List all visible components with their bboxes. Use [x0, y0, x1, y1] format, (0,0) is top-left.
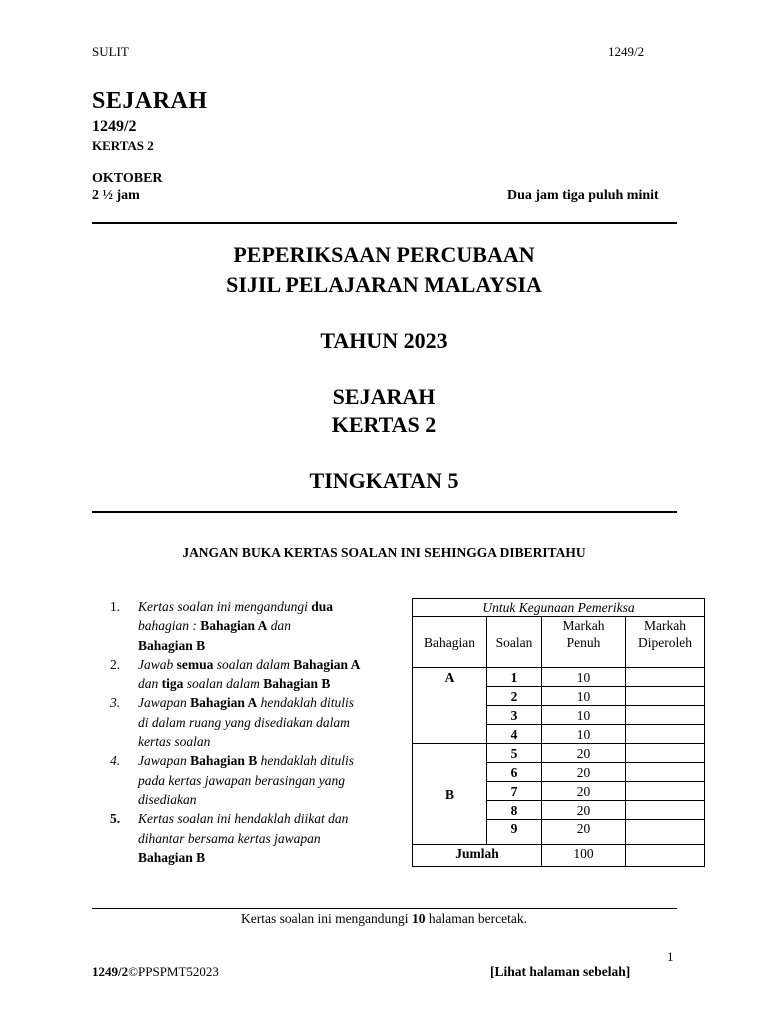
instruction-number: 3. [110, 695, 121, 711]
table-row [413, 744, 705, 763]
markah-diperoleh-input[interactable] [626, 706, 705, 725]
subject-month: OKTOBER [92, 171, 163, 186]
section-b-cell: B [413, 744, 487, 845]
subject-duration: 2 ½ jam [92, 188, 140, 203]
markah-penuh-cell: 10 [542, 668, 626, 687]
section-a-cell: A [413, 668, 487, 744]
header-soalan: Soalan [487, 617, 542, 668]
markah-penuh-cell: 10 [542, 725, 626, 744]
markah-diperoleh-input[interactable] [626, 782, 705, 801]
soalan-cell: 7 [487, 782, 542, 801]
instruction-emphasis: Bahagian A [190, 695, 258, 711]
jumlah-label: Jumlah [413, 845, 542, 867]
instruction-text: bahagian : [138, 618, 201, 634]
warning-text: JANGAN BUKA KERTAS SOALAN INI SEHINGGA DIBERITAHU [182, 545, 586, 560]
markah-diperoleh-input[interactable] [626, 801, 705, 820]
markah-penuh-cell: 20 [542, 763, 626, 782]
exam-paper: KERTAS 2 [331, 412, 437, 437]
instruction-text: soalan dalam [213, 656, 294, 672]
header-markah-penuh [542, 617, 626, 668]
page-count-note [0, 911, 768, 927]
table-title: Untuk Kegunaan Pemeriksa [413, 599, 705, 617]
markah-diperoleh-input[interactable] [626, 820, 705, 845]
subject-code: 1249/2 [92, 118, 137, 135]
instruction-text: disediakan [138, 791, 197, 807]
instruction-emphasis: tiga [161, 676, 184, 692]
soalan-cell: 4 [487, 725, 542, 744]
instruction-number: 4. [110, 753, 121, 769]
instruction-emphasis: Bahagian A [200, 618, 268, 634]
exam-year: TAHUN 2023 [320, 328, 448, 353]
instruction-text: kertas soalan [138, 734, 211, 750]
header-code: 1249/2 [608, 44, 645, 59]
table-row [413, 668, 705, 687]
instructions-list [110, 597, 400, 867]
instruction-emphasis: semua [176, 656, 214, 672]
instruction-text: Kertas soalan ini mengandungi [138, 599, 312, 614]
instruction-text: hendaklah ditulis [257, 695, 355, 711]
header-markah-penuh-line2: Penuh [566, 635, 601, 650]
page-count-text-end: halaman bercetak. [425, 911, 528, 926]
instruction-item-3 [110, 693, 400, 751]
instruction-number: 1. [110, 599, 121, 614]
markah-diperoleh-input[interactable] [626, 668, 705, 687]
divider-top [92, 222, 677, 224]
instruction-item-2 [110, 655, 400, 694]
instruction-emphasis: Bahagian B [138, 849, 206, 865]
header-sulit: SULIT [92, 44, 129, 59]
instruction-text: Jawapan [138, 695, 191, 711]
instruction-emphasis: dua [311, 599, 334, 614]
instruction-text: Jawapan [138, 753, 191, 769]
soalan-cell: 6 [487, 763, 542, 782]
soalan-cell: 3 [487, 706, 542, 725]
page-count-number: 10 [411, 911, 426, 926]
instruction-item-5 [110, 809, 400, 867]
instruction-text: dan [267, 618, 292, 634]
page-count-text: Kertas soalan ini mengandungi [240, 911, 412, 926]
instruction-emphasis: Bahagian B [138, 637, 206, 653]
examiner-marks-table [412, 598, 705, 867]
header-markah-diperoleh-line1: Markah [644, 618, 686, 633]
subject-title: SEJARAH [92, 88, 208, 114]
header-markah-diperoleh [626, 617, 705, 668]
footer-code [92, 964, 219, 980]
next-page-note: [Lihat halaman sebelah] [490, 964, 631, 979]
soalan-cell: 8 [487, 801, 542, 820]
footer-code-rest: ©PPSPMT52023 [128, 964, 219, 979]
header-bahagian: Bahagian [413, 617, 487, 668]
exam-title-line1: PEPERIKSAAN PERCUBAAN [233, 242, 535, 267]
subject-paper: KERTAS 2 [92, 138, 154, 153]
soalan-cell: 2 [487, 687, 542, 706]
markah-penuh-cell: 10 [542, 706, 626, 725]
markah-diperoleh-input[interactable] [626, 763, 705, 782]
markah-penuh-cell: 20 [542, 744, 626, 763]
markah-penuh-cell: 20 [542, 820, 626, 845]
page-number: 1 [667, 949, 674, 964]
markah-penuh-cell: 20 [542, 801, 626, 820]
jumlah-diperoleh-input[interactable] [626, 845, 705, 867]
footer-code-bold: 1249/2 [92, 964, 129, 979]
divider-bottom [92, 908, 677, 909]
instruction-text: soalan dalam [183, 676, 264, 692]
exam-title-line2: SIJIL PELAJARAN MALAYSIA [226, 272, 542, 297]
instruction-text: pada kertas jawapan berasingan yang [138, 772, 345, 788]
exam-form: TINGKATAN 5 [309, 468, 459, 493]
instruction-emphasis: Bahagian A [293, 656, 361, 672]
header-markah-diperoleh-line2: Diperoleh [638, 635, 692, 650]
markah-diperoleh-input[interactable] [626, 744, 705, 763]
table-total-row [413, 845, 705, 867]
instruction-item-1 [110, 597, 400, 655]
instruction-item-4 [110, 751, 400, 809]
instruction-text: dihantar bersama kertas jawapan [138, 830, 321, 846]
divider-middle [92, 511, 677, 513]
instruction-emphasis: Bahagian B [190, 753, 258, 769]
instruction-text: Kertas soalan ini hendaklah diikat dan [138, 811, 349, 827]
instruction-text: Jawab [138, 656, 177, 672]
subject-duration-words: Dua jam tiga puluh minit [507, 188, 659, 203]
instruction-emphasis: Bahagian B [263, 676, 331, 692]
instruction-text: hendaklah ditulis [257, 753, 355, 769]
soalan-cell: 1 [487, 668, 542, 687]
exam-subject: SEJARAH [332, 384, 436, 409]
header-markah-penuh-line1: Markah [562, 618, 605, 633]
instruction-number: 2. [110, 656, 121, 672]
markah-penuh-cell: 10 [542, 687, 626, 706]
instruction-text: dan [138, 676, 162, 692]
soalan-cell: 9 [487, 820, 542, 845]
instruction-text: di dalam ruang yang disediakan dalam [138, 714, 350, 730]
markah-diperoleh-input[interactable] [626, 687, 705, 706]
soalan-cell: 5 [487, 744, 542, 763]
jumlah-value: 100 [542, 845, 626, 867]
markah-diperoleh-input[interactable] [626, 725, 705, 744]
instruction-number: 5. [110, 811, 121, 827]
markah-penuh-cell: 20 [542, 782, 626, 801]
